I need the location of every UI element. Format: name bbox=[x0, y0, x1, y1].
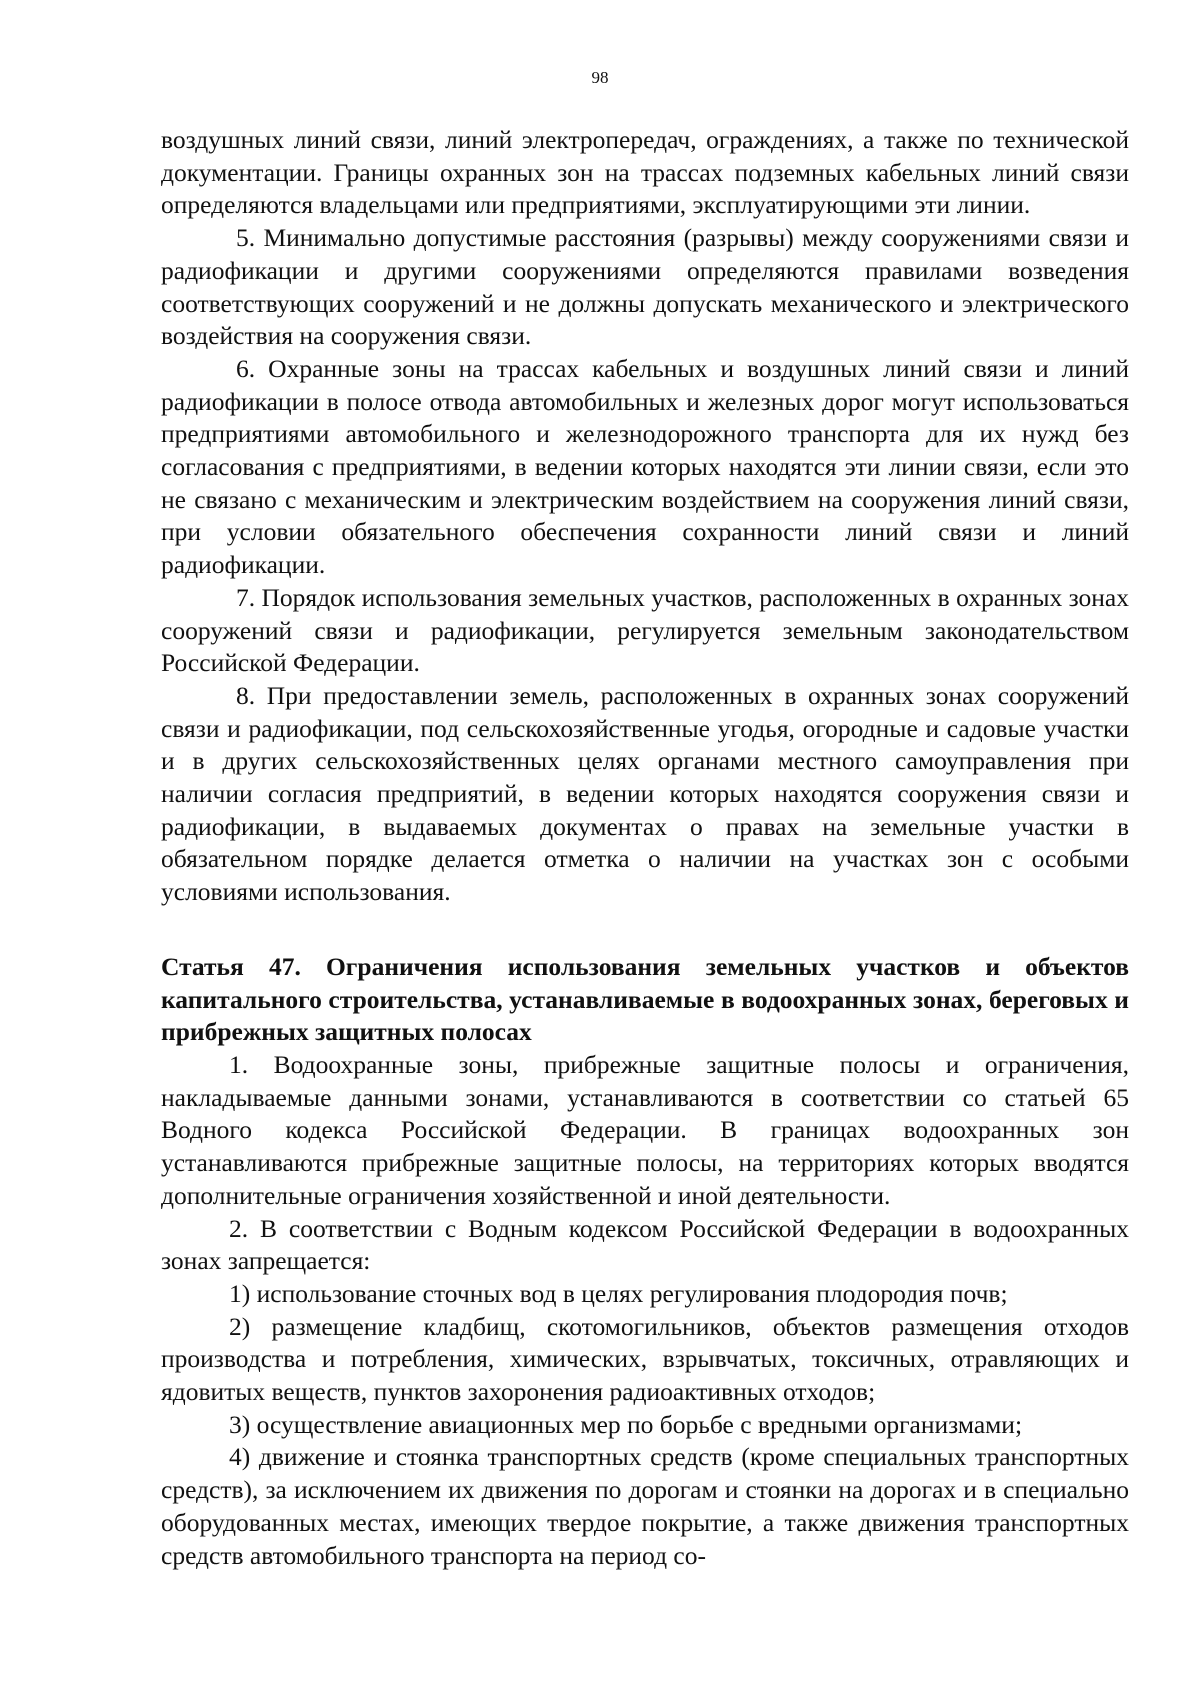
prohibition-item-4: 4) движение и стоянка транспортных средств (кроме специальных транспортных средств), за исключением их движения по дорогам и стоянки на дорогах и в специально оборудованных местах, имеющих твердое покрытие, а также движения транспортных средств автомобильного транспорта на период со- bbox=[161, 1442, 1129, 1570]
page-number: 98 bbox=[591, 68, 609, 87]
paragraph-item-5: 5. Минимально допустимые расстояния (разрывы) между сооружениями связи и радиофикации и другими сооружениями определяются правилами возведения соответствующих сооружений и не должны допускать механического и электрического воздействия на сооружения связи. bbox=[161, 223, 1129, 351]
article-47-heading: Статья 47. Ограничения использования земельных участков и объектов капитального строительства, устанавливаемые в водоохранных зонах, береговых и прибрежных защитных полосах bbox=[161, 951, 1129, 1047]
article-paragraph-1: 1. Водоохранные зоны, прибрежные защитные полосы и ограничения, накладываемые данными зонами, устанавливаются в соответствии со статьей 65 Водного кодекса Российской Федерации. В границах водоохранных зон устанавливаются прибрежные защитные полосы, на территориях которых вводятся дополнительные ограничения хозяйственной и иной деятельности. bbox=[161, 1049, 1129, 1210]
prohibition-item-2: 2) размещение кладбищ, скотомогильников, объектов размещения отходов производства и потребления, химических, взрывчатых, токсичных, отравляющих и ядовитых веществ, пунктов захоронения радиоактивных отходов; bbox=[161, 1311, 1129, 1407]
prohibition-item-1: 1) использование сточных вод в целях регулирования плодородия почв; bbox=[229, 1278, 1008, 1308]
paragraph-item-6: 6. Охранные зоны на трассах кабельных и воздушных линий связи и линий радиофикации в полосе отвода автомобильных и железных дорог могут использоваться предприятиями автомобильного и железнодорожного транспорта для их нужд без согласования с предприятиями, в ведении которых находятся эти линии связи, если это не связано с механическим и электрическим воздействием на сооружения линий связи, при условии обязательного обеспечения сохранности линий связи и линий радиофикации. bbox=[161, 353, 1129, 580]
article-paragraph-2: 2. В соответствии с Водным кодексом Российской Федерации в водоохранных зонах запрещается: bbox=[161, 1213, 1129, 1276]
paragraph-item-8: 8. При предоставлении земель, расположенных в охранных зонах сооружений связи и радиофикации, под сельскохозяйственные угодья, огородные и садовые участки и в других сельскохозяйственных целях органами местного самоуправления при наличии согласия предприятий, в ведении которых находятся сооружения связи и радиофикации, в выдаваемых документах о правах на земельные участки в обязательном порядке делается отметка о наличии на участках зон с особыми условиями использования. bbox=[161, 680, 1129, 907]
prohibition-item-3: 3) осуществление авиационных мер по борьбе с вредными организмами; bbox=[229, 1409, 1023, 1439]
document-body bbox=[161, 124, 1129, 1572]
paragraph-continuation: воздушных линий связи, линий электропередач, ограждениях, а также по технической документации. Границы охранных зон на трассах подземных кабельных линий связи определяются владельцами или предприятиями, эксплуатирующими эти линии. bbox=[161, 125, 1129, 220]
paragraph-item-7: 7. Порядок использования земельных участков, расположенных в охранных зонах сооружений связи и радиофикации, регулируется земельным законодательством Российской Федерации. bbox=[161, 582, 1129, 678]
